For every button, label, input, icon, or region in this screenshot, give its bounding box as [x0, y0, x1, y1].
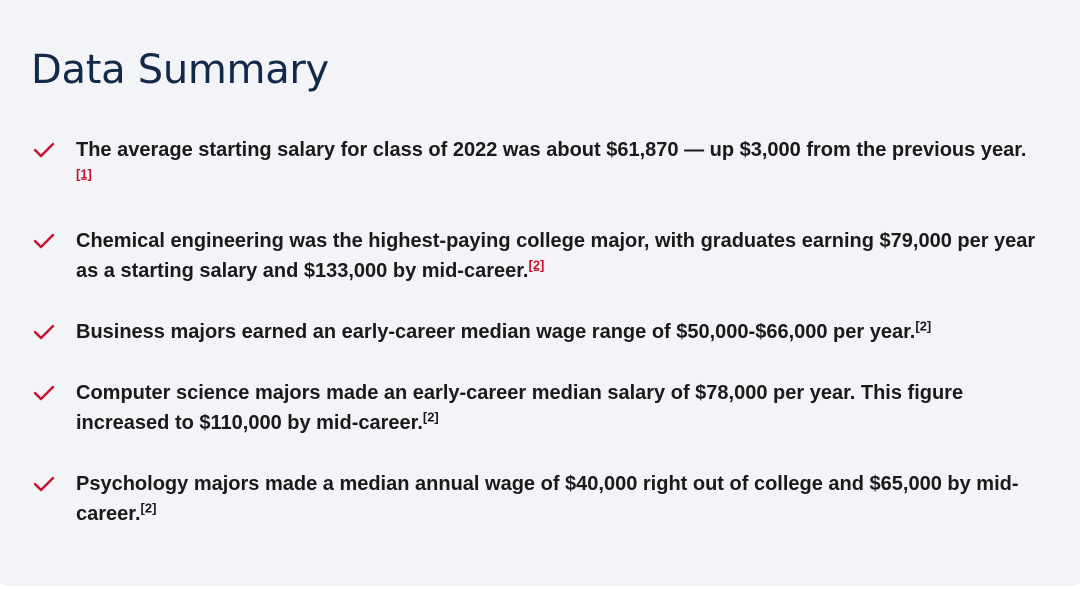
list-item [31, 135, 1041, 195]
item-text: Chemical engineering was the highest-paying college major, with graduates earning $79,000 per year as a starting salary and $133,000 by mid-career. [76, 230, 1036, 282]
checkmark-icon [33, 324, 55, 340]
checkmark-icon [33, 233, 55, 249]
item-text: Psychology majors made a median annual wage of $40,000 right out of college and $65,000 by mid-career. [76, 473, 1019, 525]
checkmark-icon [33, 142, 55, 158]
list-item [31, 226, 1041, 286]
citation-link[interactable]: [2] [528, 257, 545, 273]
citation-marker: [2] [140, 500, 157, 516]
checkmark-icon [33, 385, 55, 401]
checkmark-icon [33, 476, 55, 492]
item-text: The average starting salary for class of 2022 was about $61,870 — up $3,000 from the previous year. [76, 139, 1027, 161]
section-title: Data Summary [31, 47, 329, 93]
item-text: Computer science majors made an early-career median salary of $78,000 per year. This figure increased to $110,000 by mid-career. [76, 382, 964, 434]
citation-link[interactable]: [1] [76, 166, 92, 182]
summary-list [31, 135, 1041, 560]
citation-marker: [2] [422, 409, 439, 425]
citation-marker: [2] [915, 318, 932, 334]
list-item [31, 317, 1041, 347]
list-item [31, 469, 1041, 529]
list-item [31, 378, 1041, 438]
item-text: Business majors earned an early-career median wage range of $50,000-$66,000 per year. [76, 321, 916, 343]
